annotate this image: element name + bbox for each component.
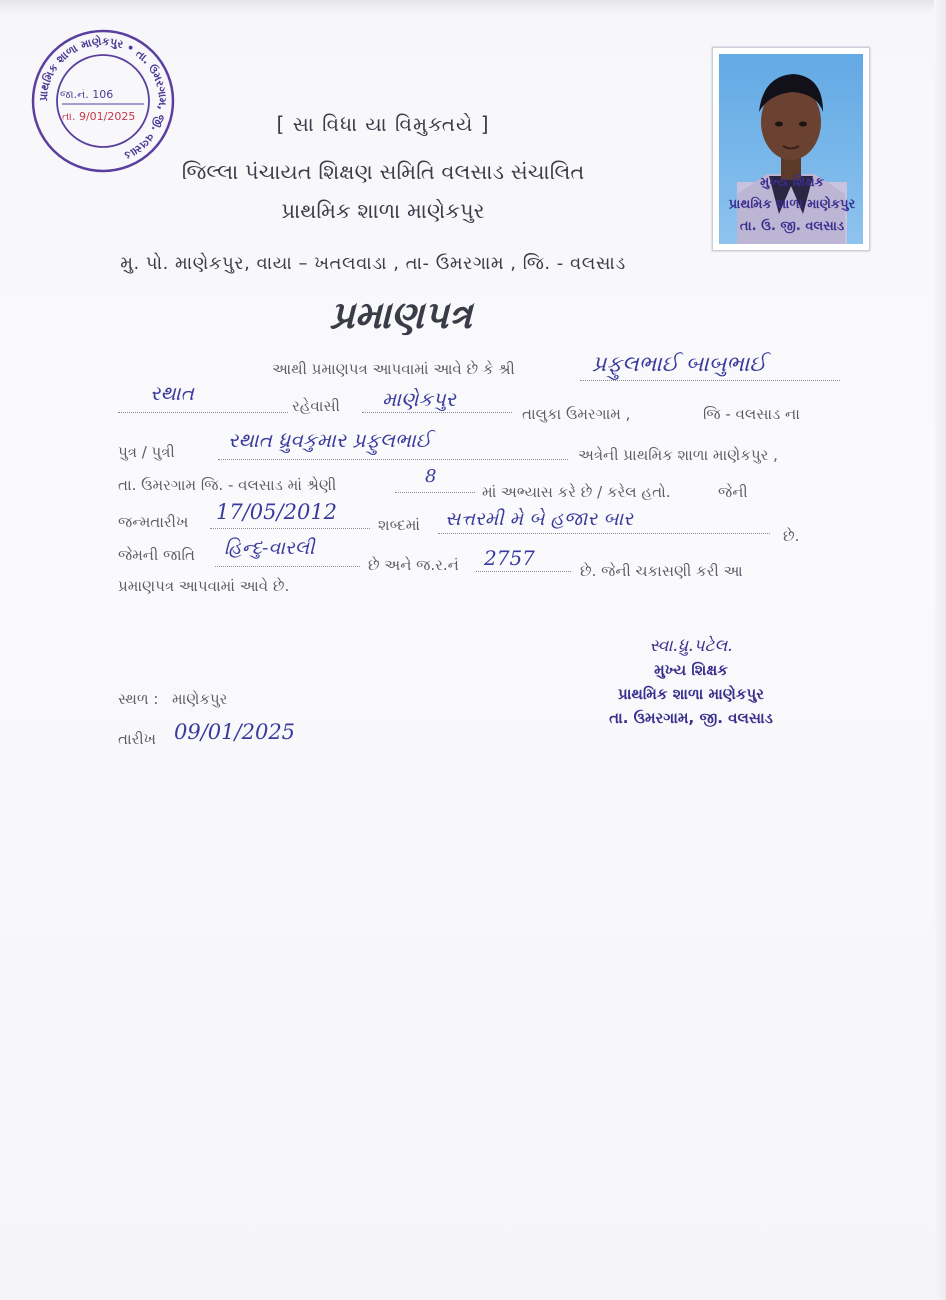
dob-label: જન્મતારીખ [118, 513, 189, 531]
dob-intro: જેની [718, 483, 748, 501]
photo-stamp-line1: મુખ્ય શિક્ષક [760, 175, 824, 190]
school-reference: અત્રેની પ્રાથમિક શાળા માણેકપુર , [578, 446, 778, 464]
dob-end: છે. [783, 527, 800, 545]
standard: 8 [425, 466, 437, 487]
dob-words-label: શબ્દમાં [378, 516, 420, 534]
fill-line-dob-words [438, 533, 770, 534]
school-name: પ્રાથમિક શાળા માણેકપુર [281, 199, 485, 223]
stamp-reg-no: જા.નં. 106 [60, 88, 114, 101]
school-motto: [ સા વિધા યા વિમુક્તયે ] [276, 112, 490, 136]
headmaster-signature: સ્વા.ધ્રુ.પટેલ. [649, 636, 733, 656]
gr-label: છે અને જ.ર.નં [368, 556, 459, 574]
scan-edge-right [934, 0, 946, 1300]
photo-stamp-line3: તા. ઉ. જી. વલસાડ [739, 219, 845, 234]
dob-in-words: સત્તરમી મે બે હજાર બાર [445, 508, 633, 530]
photo-stamp-line2: પ્રાથમિક શાળા માણેકપુર [728, 197, 856, 212]
school-round-stamp [30, 28, 176, 174]
resident-label: રહેવાસી [292, 397, 340, 415]
place-label: સ્થળ : [118, 690, 159, 708]
caste-label: જેમની જાતિ [118, 546, 195, 564]
standard-prefix: તા. ઉમરગામ જિ. - વલસાડ માં શ્રેણી [118, 476, 337, 494]
surname: રથાત [150, 381, 194, 405]
school-address: મુ. પો. માણેકપુર, વાયા – ખતલવાડા , તા- ઉમરગામ , જિ. - વલસાડ [120, 253, 626, 274]
village: માણેકપુર [382, 387, 456, 411]
fill-line-parent [580, 380, 840, 381]
gr-end: છે. જેની ચકાસણી કરી આ [580, 562, 743, 580]
signature-location: તા. ઉમરગામ, જી. વલસાડ [609, 709, 773, 727]
place-value: માણેકપુર [172, 690, 228, 708]
scan-edge-top [0, 0, 946, 14]
date-value: 09/01/2025 [174, 720, 296, 744]
parent-name: પ્રફુલભાઈ બાબુભાઈ [592, 352, 767, 377]
fill-line-village [362, 412, 512, 413]
managing-organization: જિલ્લા પંચાયત શિક્ષણ સમિતિ વલસાડ સંચાલિત [181, 160, 585, 184]
headmaster-signature-stamp [586, 636, 796, 730]
caste: હિન્દુ-વારલી [224, 537, 315, 559]
closing-text: પ્રમાણપત્ર આપવામાં આવે છે. [118, 577, 290, 595]
date-label: તારીખ [118, 730, 156, 748]
fill-line-caste [215, 566, 360, 567]
intro-text: આથી પ્રમાણપત્ર આપવામાં આવે છે કે શ્રી [272, 360, 515, 378]
fill-line-standard [395, 492, 475, 493]
taluka: તાલુકા ઉમરગામ , [522, 405, 631, 423]
signature-school: પ્રાથમિક શાળા માણેકપુર [618, 685, 764, 703]
signature-designation: મુખ્ય શિક્ષક [654, 661, 728, 679]
dob: 17/05/2012 [216, 500, 338, 524]
fill-line-dob [210, 528, 370, 529]
gr-number: 2757 [484, 546, 535, 570]
fill-line-surname [118, 412, 288, 413]
fill-line-student [218, 459, 568, 460]
page-title: પ્રમાણપત્ર [330, 292, 472, 337]
stamp-date: તા. 9/01/2025 [62, 110, 136, 123]
stamp-ring-text: પ્રાથમિક શાળા માણેકપુર • તા. ઉમરગામ, જી. વલસાડ [36, 34, 170, 163]
student-name: રથાત ધ્રુવકુમાર પ્રફુલભાઈ [228, 428, 432, 452]
district: જિ - વલસાડ ના [703, 405, 800, 423]
fill-line-gr [476, 571, 571, 572]
son-daughter-label: પુત્ર / પુત્રી [118, 443, 175, 461]
standard-suffix: માં અભ્યાસ કરે છે / કરેલ હતો. [482, 483, 671, 501]
